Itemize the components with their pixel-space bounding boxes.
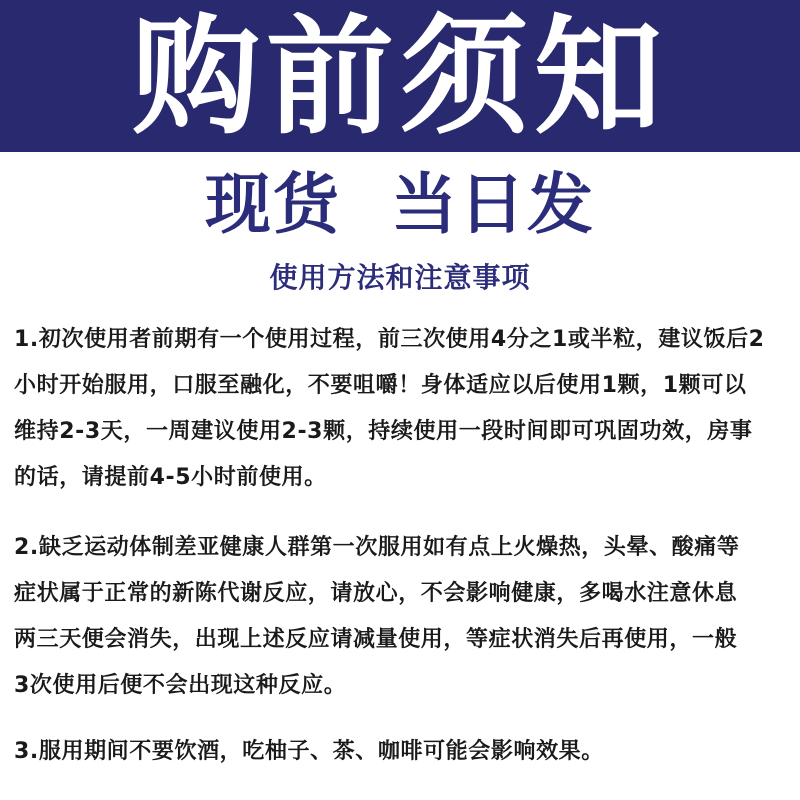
paragraph-2 xyxy=(14,525,790,709)
paragraph-line: 症状属于正常的新陈代谢反应，请放心，不会影响健康，多喝水注意休息 xyxy=(14,581,738,606)
paragraph-1 xyxy=(14,317,790,501)
paragraph-line: 小时开始服用，口服至融化，不要咀嚼！身体适应以后使用1颗，1颗可以 xyxy=(14,373,747,398)
stock-shipping-subtitle: 现货 当日发 xyxy=(205,166,595,243)
paragraph-line: 维持2-3天，一周建议使用2-3颗，持续使用一段时间即可巩固功效，房事 xyxy=(14,419,753,444)
paragraph-line: 的话，请提前4-5小时前使用。 xyxy=(14,465,327,490)
header-banner xyxy=(0,0,800,152)
paragraph-line: 2.缺乏运动体制差亚健康人群第一次服用如有点上火燥热，头晕、酸痛等 xyxy=(14,535,740,560)
paragraph-line: 3次使用后便不会出现这种反应。 xyxy=(14,673,347,698)
paragraph-3 xyxy=(14,729,790,775)
usage-section-heading: 使用方法和注意事项 xyxy=(269,261,531,294)
paragraph-line: 1.初次使用者前期有一个使用过程，前三次使用4分之1或半粒，建议饭后2 xyxy=(14,327,765,352)
banner-title: 购前须知 xyxy=(131,3,668,152)
paragraph-line: 3.服用期间不要饮酒，吃柚子、茶、咖啡可能会影响效果。 xyxy=(14,739,604,764)
paragraph-line: 两三天便会消失，出现上述反应请减量使用，等症状消失后再使用，一般 xyxy=(14,627,738,652)
